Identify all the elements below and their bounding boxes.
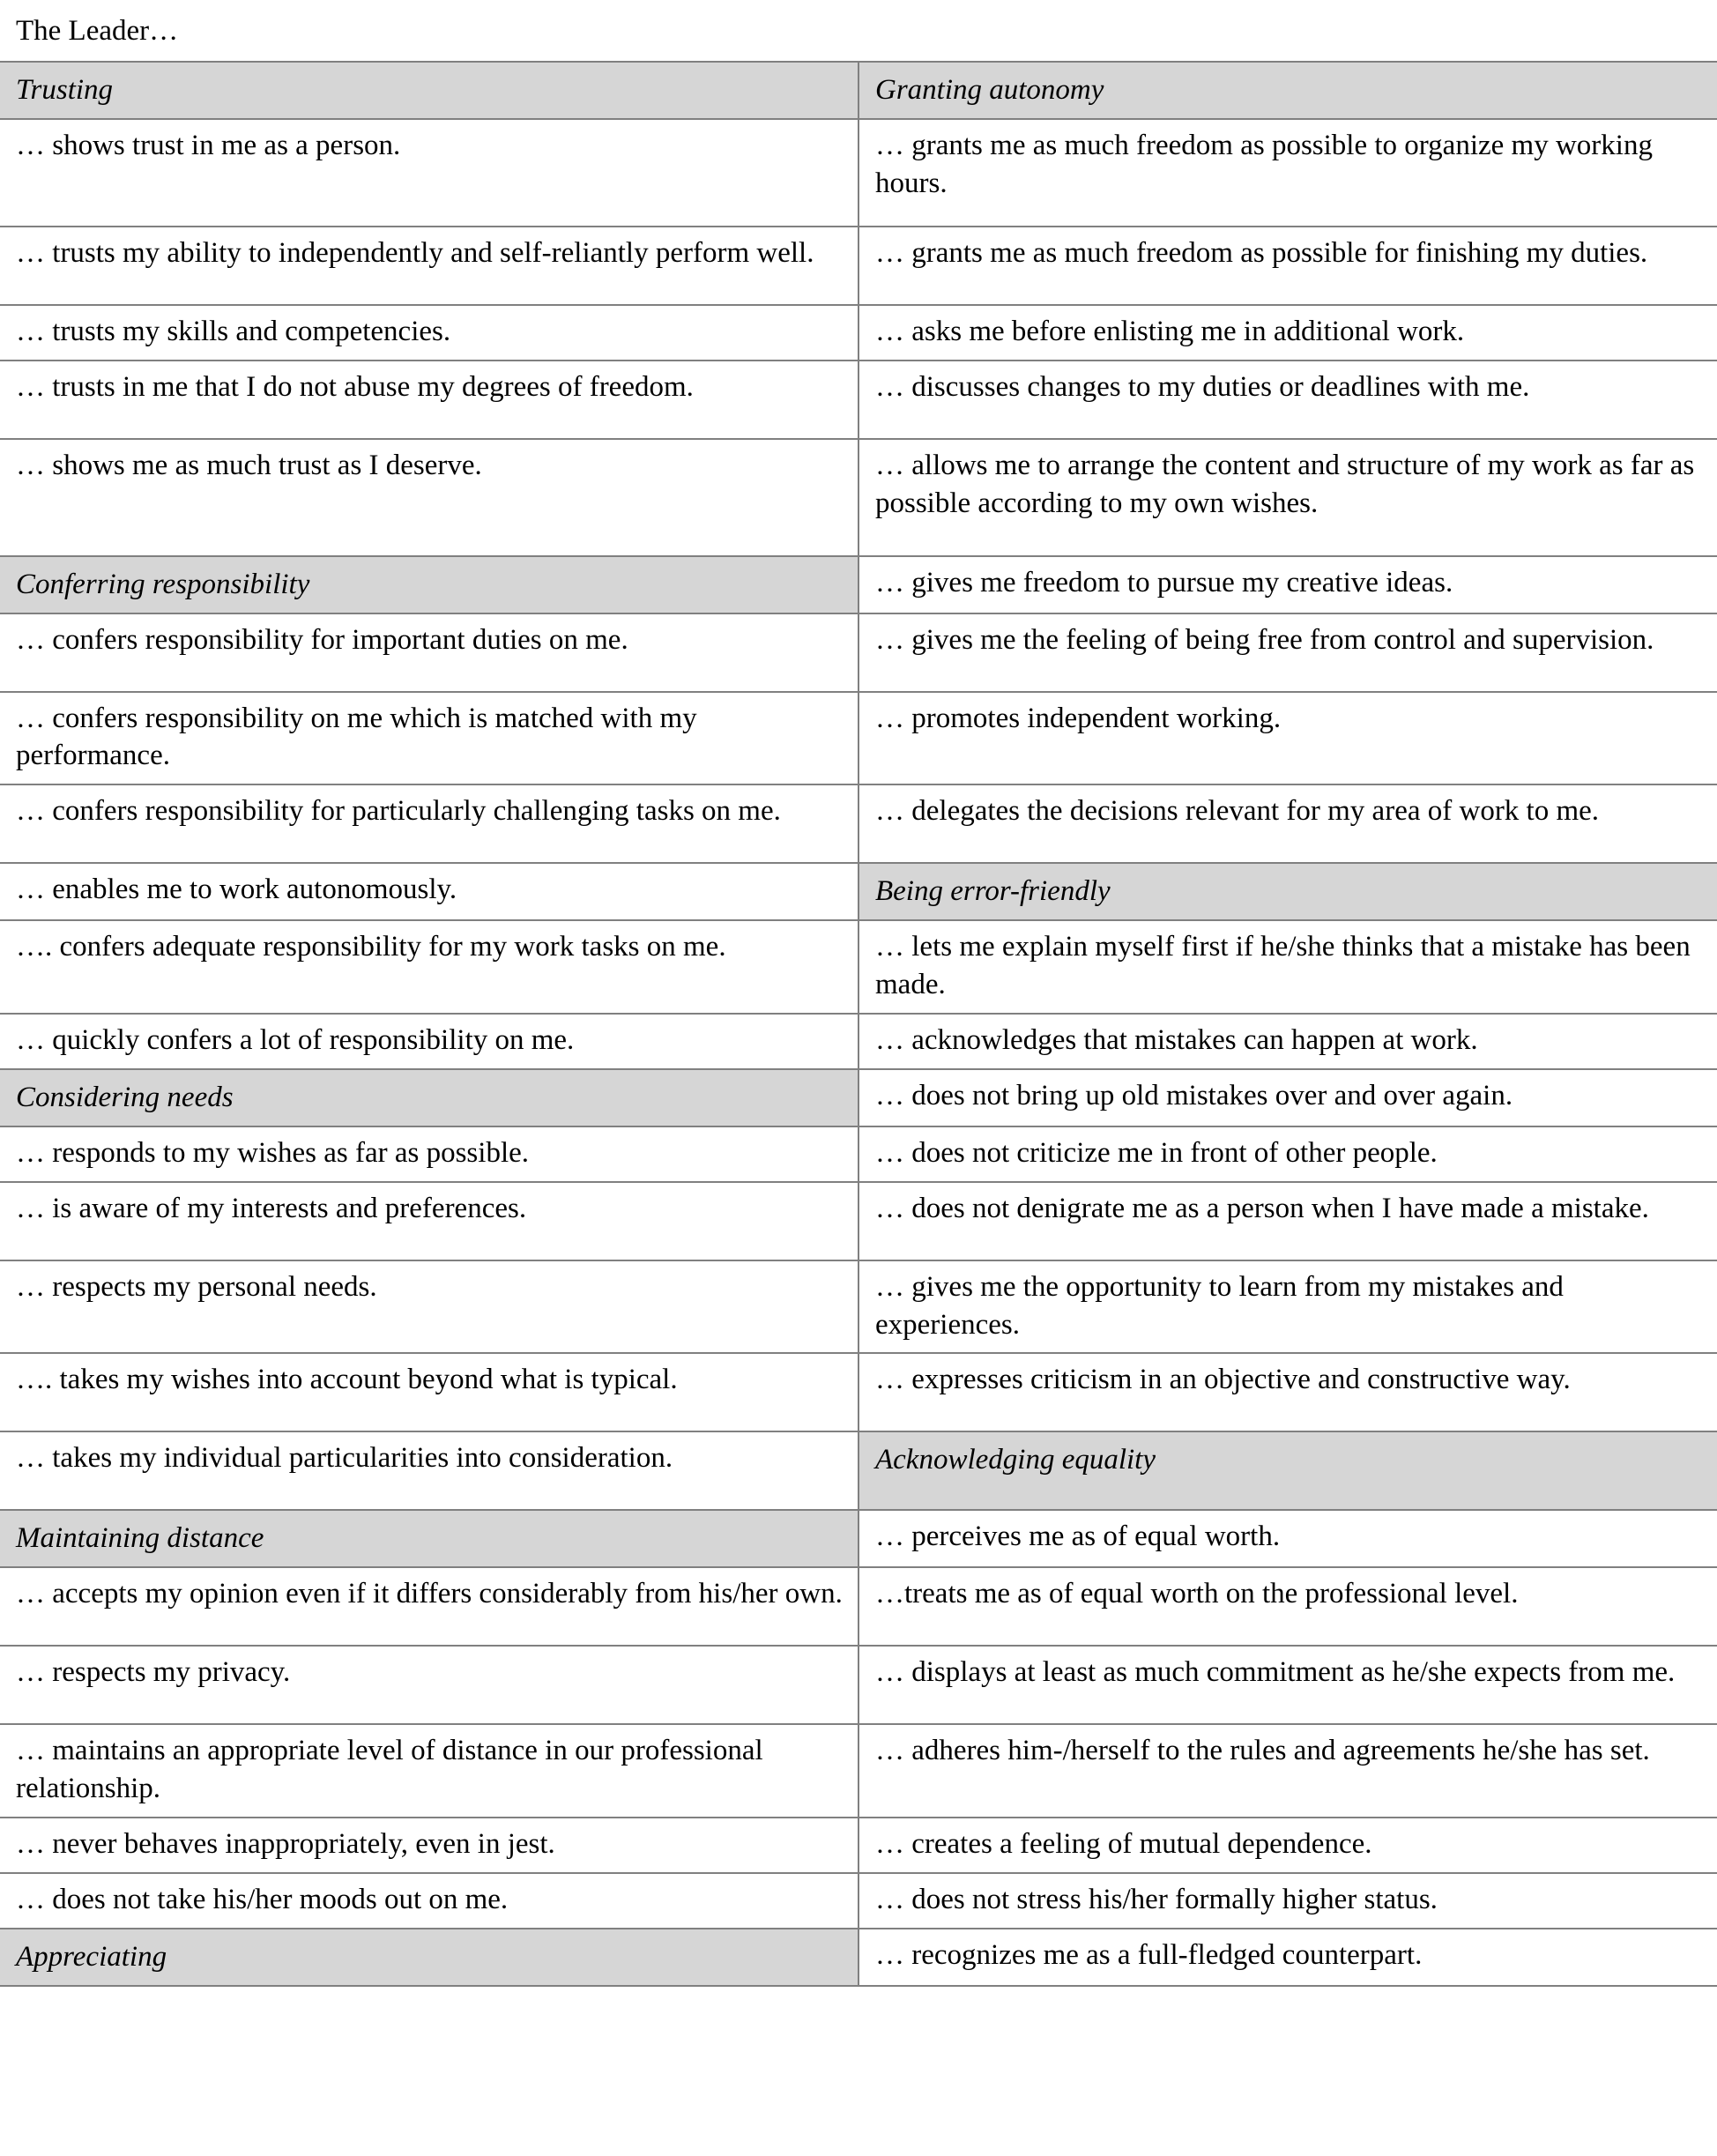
table-row — [0, 1646, 1717, 1724]
item-cell: … confers responsibility on me which is matched with my performance. — [0, 692, 858, 785]
item-cell: … trusts my skills and competencies. — [0, 305, 858, 361]
item-cell: … expresses criticism in an objective and constructive way. — [858, 1353, 1717, 1431]
page-title: The Leader… — [0, 0, 1717, 62]
item-text: … trusts my ability to independently and self-reliantly perform well. — [16, 236, 814, 269]
item-cell: … discusses changes to my duties or deadlines with me. — [858, 361, 1717, 439]
item-cell: … accepts my opinion even if it differs considerably from his/her own. — [0, 1567, 858, 1646]
item-cell: …. takes my wishes into account beyond what is typical. — [0, 1353, 858, 1431]
table-row — [0, 1126, 1717, 1182]
item-cell: … is aware of my interests and preferences. — [0, 1182, 858, 1260]
table-row — [0, 1510, 1717, 1567]
table-row — [0, 62, 1717, 119]
table-row — [0, 784, 1717, 863]
item-cell: …treats me as of equal worth on the professional level. — [858, 1567, 1717, 1646]
item-cell: … enables me to work autonomously. — [0, 863, 858, 920]
table-row — [0, 1431, 1717, 1510]
table-row — [0, 613, 1717, 692]
item-cell: … does not bring up old mistakes over and over again. — [858, 1069, 1717, 1126]
item-cell: … never behaves inappropriately, even in jest. — [0, 1818, 858, 1873]
table-row — [0, 1182, 1717, 1260]
table-row — [0, 1567, 1717, 1646]
item-cell: … gives me freedom to pursue my creative ideas. — [858, 556, 1717, 613]
table-row — [0, 1724, 1717, 1818]
item-cell: … grants me as much freedom as possible to organize my working hours. — [858, 119, 1717, 227]
item-cell: … allows me to arrange the content and structure of my work as far as possible according to my own wishes. — [858, 439, 1717, 556]
item-cell: … shows trust in me as a person. — [0, 119, 858, 227]
item-cell: … quickly confers a lot of responsibility on me. — [0, 1014, 858, 1069]
item-cell: … delegates the decisions relevant for my area of work to me. — [858, 784, 1717, 863]
item-cell: … does not criticize me in front of other people. — [858, 1126, 1717, 1182]
section-header-cell: Trusting — [0, 62, 858, 119]
item-cell: … confers responsibility for particularly challenging tasks on me. — [0, 784, 858, 863]
table-row — [0, 439, 1717, 556]
item-cell — [0, 361, 858, 439]
item-cell: … asks me before enlisting me in additional work. — [858, 305, 1717, 361]
item-cell: … confers responsibility for important duties on me. — [0, 613, 858, 692]
item-cell: … respects my privacy. — [0, 1646, 858, 1724]
item-text: … trusts in me that I do not abuse my degrees of freedom. — [16, 370, 694, 403]
table-row — [0, 1818, 1717, 1873]
item-cell: … lets me explain myself first if he/she thinks that a mistake has been made. — [858, 920, 1717, 1014]
table-row — [0, 119, 1717, 227]
item-cell: … acknowledges that mistakes can happen at work. — [858, 1014, 1717, 1069]
item-cell: … creates a feeling of mutual dependence. — [858, 1818, 1717, 1873]
table-row — [0, 1069, 1717, 1126]
item-cell — [0, 227, 858, 305]
table-row — [0, 863, 1717, 920]
table-row — [0, 1260, 1717, 1354]
table-title-row — [0, 0, 1717, 62]
table-row — [0, 556, 1717, 613]
table-row — [0, 920, 1717, 1014]
item-cell: … gives me the opportunity to learn from my mistakes and experiences. — [858, 1260, 1717, 1354]
section-header-cell: Considering needs — [0, 1069, 858, 1126]
item-cell: … shows me as much trust as I deserve. — [0, 439, 858, 556]
item-cell: … maintains an appropriate level of distance in our professional relationship. — [0, 1724, 858, 1818]
item-cell: … recognizes me as a full-fledged counterpart. — [858, 1929, 1717, 1986]
item-cell: … adheres him-/herself to the rules and agreements he/she has set. — [858, 1724, 1717, 1818]
table-row — [0, 1929, 1717, 1986]
table-row — [0, 1873, 1717, 1929]
item-cell: … displays at least as much commitment as he/she expects from me. — [858, 1646, 1717, 1724]
table-row — [0, 1353, 1717, 1431]
item-cell: … grants me as much freedom as possible for finishing my duties. — [858, 227, 1717, 305]
section-header-cell: Maintaining distance — [0, 1510, 858, 1567]
item-cell: … gives me the feeling of being free from control and supervision. — [858, 613, 1717, 692]
table-row — [0, 692, 1717, 785]
item-cell: … takes my individual particularities into consideration. — [0, 1431, 858, 1510]
section-header-cell: Conferring responsibility — [0, 556, 858, 613]
section-header-cell: Granting autonomy — [858, 62, 1717, 119]
section-header-cell: Appreciating — [0, 1929, 858, 1986]
item-cell: … does not denigrate me as a person when I have made a mistake. — [858, 1182, 1717, 1260]
table-row — [0, 1014, 1717, 1069]
item-cell: … does not stress his/her formally higher status. — [858, 1873, 1717, 1929]
section-header-cell: Acknowledging equality — [858, 1431, 1717, 1510]
section-header-cell: Being error-friendly — [858, 863, 1717, 920]
table-row — [0, 305, 1717, 361]
item-cell: … respects my personal needs. — [0, 1260, 858, 1354]
item-cell: … promotes independent working. — [858, 692, 1717, 785]
item-cell: … perceives me as of equal worth. — [858, 1510, 1717, 1567]
table-row — [0, 227, 1717, 305]
item-cell: … responds to my wishes as far as possible. — [0, 1126, 858, 1182]
item-cell: …. confers adequate responsibility for my work tasks on me. — [0, 920, 858, 1014]
table-row — [0, 361, 1717, 439]
item-cell: … does not take his/her moods out on me. — [0, 1873, 858, 1929]
